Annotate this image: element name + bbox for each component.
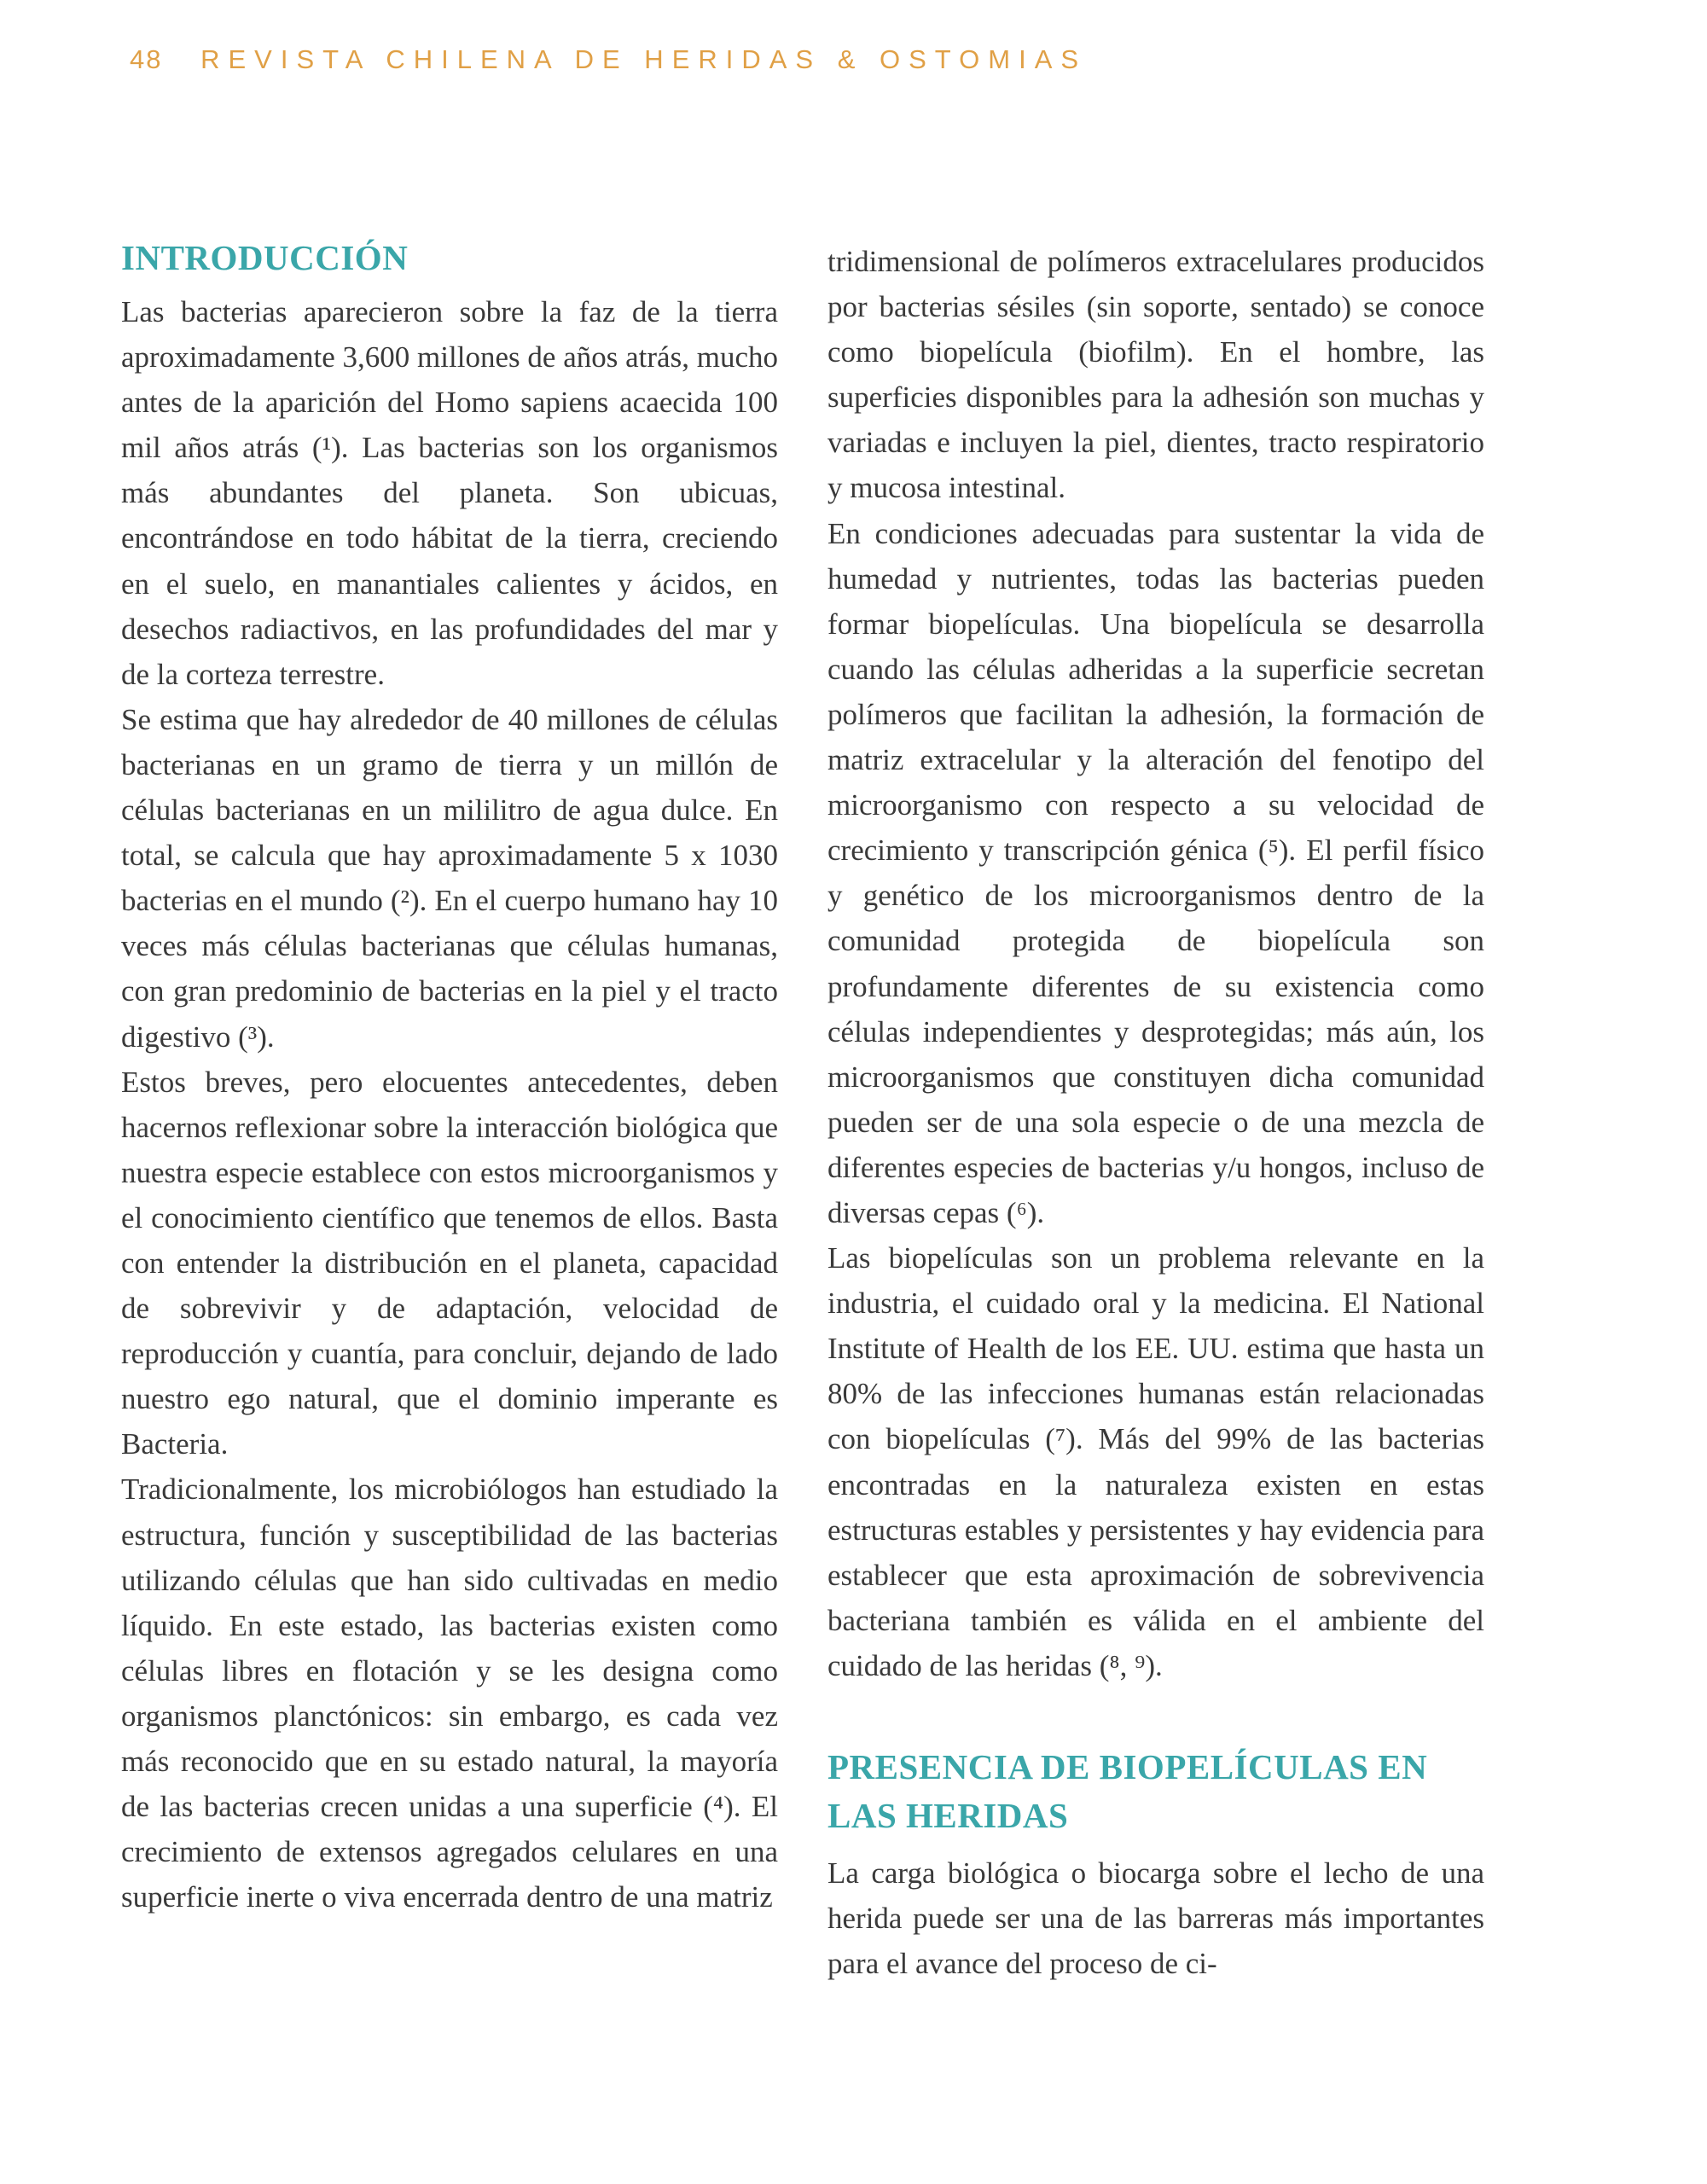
section-heading-biopeliculas: PRESENCIA DE BIOPELÍCULAS EN LAS HERIDAS xyxy=(827,1747,1428,1835)
paragraph: Estos breves, pero elocuentes antecedentes, deben hacernos reflexionar sobre la interacción biológica que nuestra especie establece con estos microorganismos y el conocimiento científico que tenemos de ellos. Basta con entender la distribución en el planeta, capacidad de sobrevivir y de adaptación, velocidad de reproducción y cuantía, para concluir, dejando de lado nuestro ego natural, que el dominio imperante es Bacteria. xyxy=(121,1065,778,1461)
page-number: 48 xyxy=(130,44,163,74)
paragraph: La carga biológica o biocarga sobre el lecho de una herida puede ser una de las barreras más importantes para el avance del proceso de ci- xyxy=(827,1856,1484,1981)
running-header xyxy=(130,44,1087,75)
left-column xyxy=(121,234,778,1920)
paragraph: Las bacterias aparecieron sobre la faz de la tierra aproximadamente 3,600 millones de años atrás, mucho antes de la aparición del Homo sapiens acaecida 100 mil años atrás (¹). Las bacterias son los organismos más abundantes del planeta. Son ubicuas, encontrándose en todo hábitat de la tierra, creciendo en el suelo, en manantiales calientes y ácidos, en desechos radiactivos, en las profundidades del mar y de la corteza terrestre. xyxy=(121,295,778,691)
paragraph: Se estima que hay alrededor de 40 millones de células bacterianas en un gramo de tierra y un millón de células bacterianas en un mililitro de agua dulce. En total, se calcula que hay aproximadamente 5 x 1030 bacterias en el mundo (²). En el cuerpo humano hay 10 veces más células bacterianas que células humanas, con gran predominio de bacterias en la piel y el tracto digestivo (³). xyxy=(121,702,778,1054)
journal-title: REVISTA CHILENA DE HERIDAS & OSTOMIAS xyxy=(200,44,1088,74)
paragraph: En condiciones adecuadas para sustentar la vida de humedad y nutrientes, todas las bacterias pueden formar biopelículas. Una biopelícula se desarrolla cuando las células adheridas a la superficie secretan polímeros que facilitan la adhesión, la formación de matriz extracelular y la alteración del fenotipo del microorganismo con respecto a su velocidad de crecimiento y transcripción génica (⁵). El perfil físico y genético de los microorganismos dentro de la comunidad protegida de biopelícula son profundamente diferentes de su existencia como células independientes y desprotegidas; más aún, los microorganismos que constituyen dicha comunidad pueden ser de una sola especie o de una mezcla de diferentes especies de bacterias y/u hongos, incluso de diversas cepas (⁶). xyxy=(827,516,1484,1229)
paragraph: Las biopelículas son un problema relevante en la industria, el cuidado oral y la medicina. El National Institute of Health de los EE. UU. estima que hasta un 80% de las infecciones humanas están relacionadas con biopelículas (⁷). Más del 99% de las bacterias encontradas en la naturaleza existen en estas estructuras estables y persistentes y hay evidencia para establecer que esta aproximación de sobrevivencia bacteriana también es válida en el ambiente del cuidado de las heridas (⁸, ⁹). xyxy=(827,1241,1484,1682)
paragraph: Tradicionalmente, los microbiólogos han estudiado la estructura, función y susceptibilidad de las bacterias utilizando células que han sido cultivadas en medio líquido. En este estado, las bacterias existen como células libres en flotación y se les designa como organismos planctónicos: sin embargo, es cada vez más reconocido que en su estado natural, la mayoría de las bacterias crecen unidas a una superficie (⁴). El crecimiento de extensos agregados celulares en una superficie inerte o viva encerrada dentro de una matriz xyxy=(121,1472,778,1914)
paragraph: tridimensional de polímeros extracelulares producidos por bacterias sésiles (sin soporte, sentado) se conoce como biopelícula (biofilm). En el hombre, las superficies disponibles para la adhesión son muchas y variadas e incluyen la piel, dientes, tracto respiratorio y mucosa intestinal. xyxy=(827,245,1484,505)
section-heading-introduccion: INTRODUCCIÓN xyxy=(121,238,409,277)
right-column xyxy=(827,239,1484,1986)
